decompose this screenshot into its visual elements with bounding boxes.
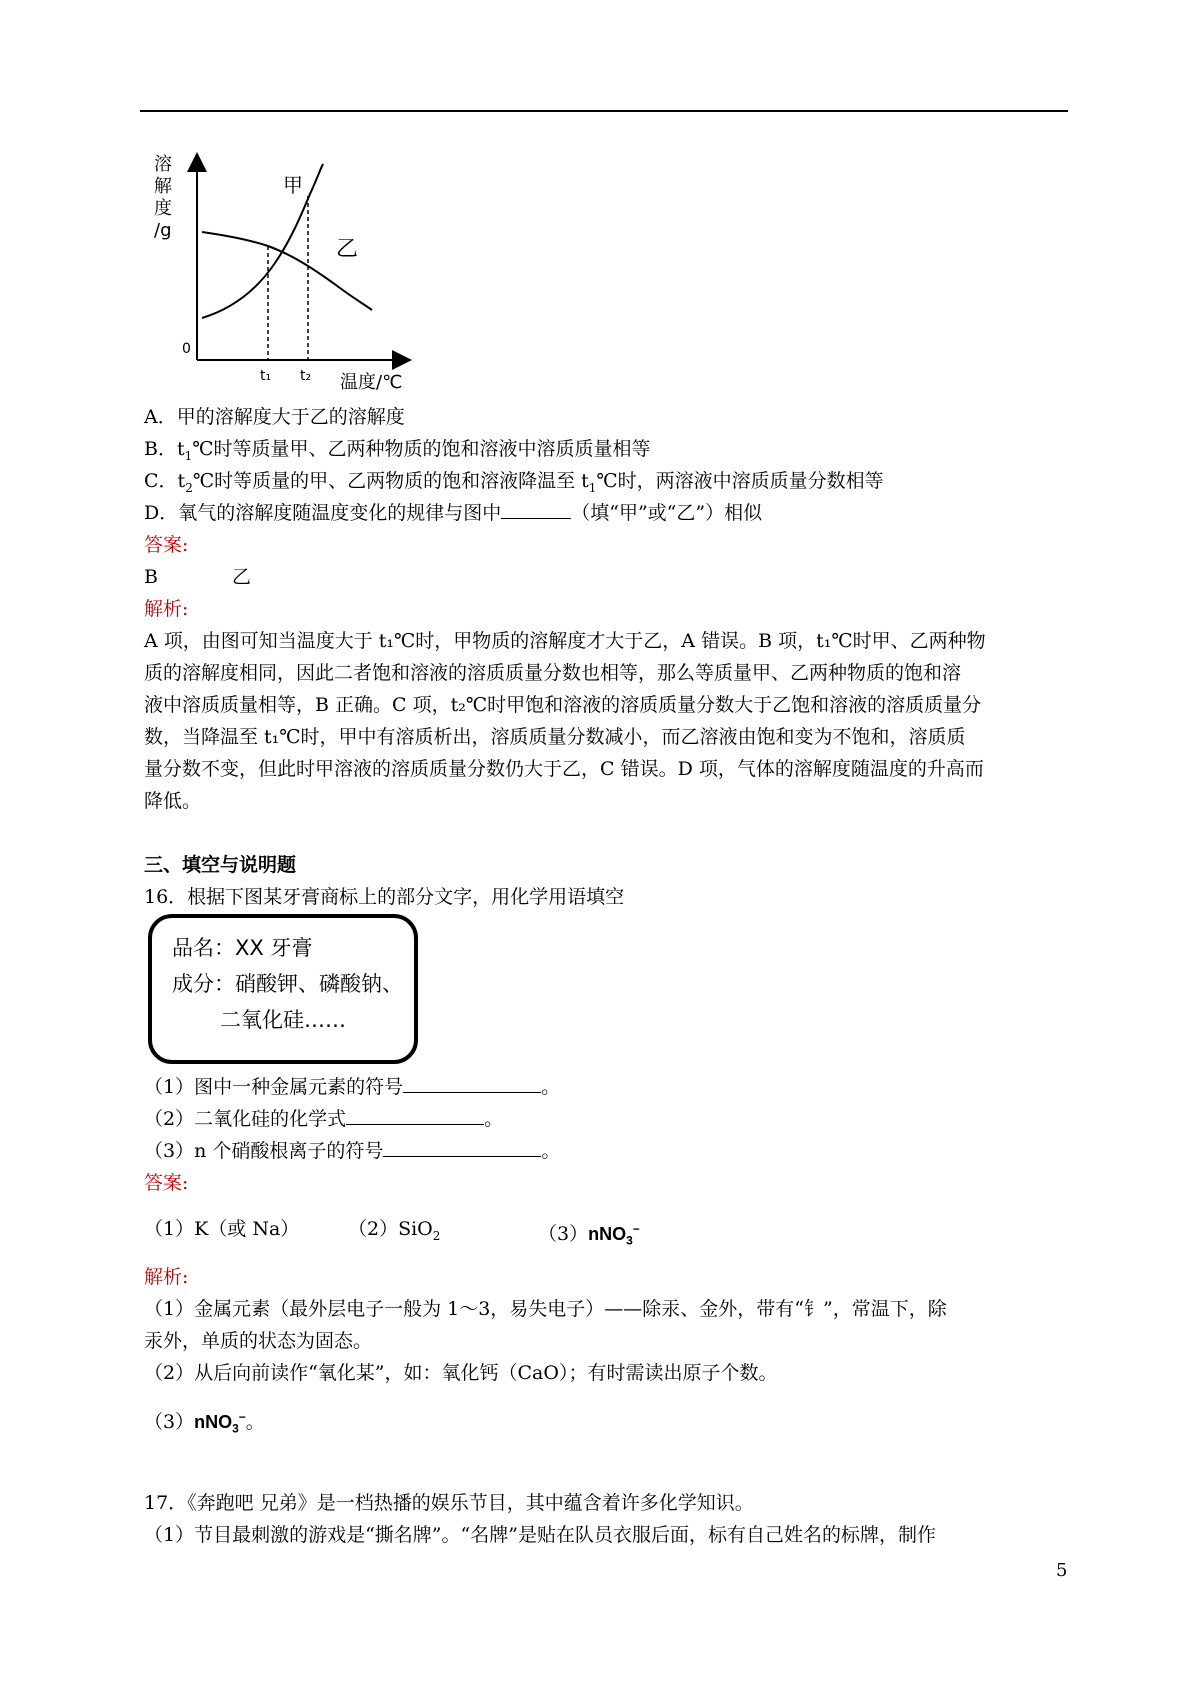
- analysis-15-line-3: 液中溶质质量相等，B 正确。C 项，t₂℃时甲饱和溶液的溶质质量分数大于乙饱和溶液的溶质质量分: [144, 694, 982, 716]
- answer-15-2: 乙: [232, 566, 252, 588]
- curve-jia-label: 甲: [283, 173, 303, 197]
- section-heading: 三、填空与说明题: [144, 854, 297, 876]
- y-label-4: /g: [154, 220, 172, 241]
- analysis-16-line-1: （1）金属元素（最外层电子一般为 1～3，易失电子）——除汞、金外，带有“钅”，常温下，除: [144, 1298, 947, 1320]
- nitrate-ion-formula-2: nNO$_3$−: [194, 1410, 246, 1436]
- analysis-label-16: 解析:: [144, 1266, 189, 1288]
- q17-sub-1: （1）节目最刺激的游戏是“撕名牌”。“名牌”是贴在队员衣服后面，标有自己姓名的标牌，制作: [144, 1524, 936, 1546]
- question-16-stem: 16．根据下图某牙膏商标上的部分文字，用化学用语填空: [144, 886, 625, 908]
- label-line-2: 成分：硝酸钾、磷酸钠、: [172, 972, 403, 996]
- y-label-3: 度: [154, 198, 172, 219]
- curve-yi-label: 乙: [336, 237, 359, 262]
- answer-16-2: （2）SiO$_2$: [348, 1218, 441, 1243]
- option-d: D．氧气的溶解度随温度变化的规律与图中 （填“甲”或“乙”）相似: [144, 502, 763, 524]
- q16-sub-2: （2）二氧化硅的化学式 。: [144, 1108, 504, 1130]
- analysis-15-line-6: 降低。: [144, 790, 202, 812]
- option-a: A．甲的溶解度大于乙的溶解度: [144, 406, 405, 428]
- answer-label-15: 答案:: [144, 534, 189, 556]
- t2-label: t₂: [300, 368, 312, 384]
- analysis-15-line-5: 量分数不变，但此时甲溶液的溶质质量分数仍大于乙，C 错误。D 项，气体的溶解度随温度的升高而: [144, 758, 984, 780]
- header-rule: [140, 110, 1068, 112]
- analysis-15-line-1: A 项，由图可知当温度大于 t₁℃时，甲物质的溶解度才大于乙，A 错误。B 项，t₁℃时甲、乙两种物: [144, 630, 986, 652]
- q16-sub-1: （1）图中一种金属元素的符号 。: [144, 1076, 561, 1098]
- analysis-15-line-4: 数，当降温至 t₁℃时，甲中有溶质析出，溶质质量分数减小，而乙溶液由饱和变为不饱和，溶质质: [144, 726, 966, 748]
- answer-16-3: （3）nNO$_3$−: [538, 1222, 640, 1248]
- analysis-16-line-4: （3）nNO$_3$−。: [144, 1410, 265, 1436]
- y-label-1: 溶: [154, 154, 172, 175]
- answer-16-1: （1）K（或 Na）: [144, 1218, 300, 1240]
- analysis-16-line-3: （2）从后向前读作“氧化某”，如：氧化钙（CaO）；有时需读出原子个数。: [144, 1362, 778, 1384]
- x-axis-label: 温度/℃: [340, 372, 403, 393]
- blank-2: [346, 1106, 484, 1125]
- option-b: B．$t_1℃$时等质量甲、乙两种物质的饱和溶液中溶质质量相等: [144, 438, 651, 463]
- fill-blank: [501, 500, 571, 519]
- analysis-15-line-2: 质的溶解度相同，因此二者饱和溶液的溶质质量分数也相等，那么等质量甲、乙两种物质的饱和溶: [144, 662, 962, 684]
- page-number: 5: [1056, 1560, 1068, 1581]
- solubility-graph: [140, 148, 440, 398]
- analysis-label-15: 解析:: [144, 598, 189, 620]
- toothpaste-label-box: [148, 914, 418, 1064]
- answer-label-16: 答案:: [144, 1172, 189, 1194]
- question-17-stem: 17．《奔跑吧 兄弟》是一档热播的娱乐节目，其中蕴含着许多化学知识。: [144, 1492, 754, 1514]
- answer-15-1: B: [144, 566, 158, 588]
- label-line-1: 品名：XX 牙膏: [172, 936, 313, 960]
- label-line-3: 二氧化硅……: [220, 1008, 346, 1032]
- blank-3: [383, 1138, 541, 1157]
- option-c: C．$t_2℃$时等质量的甲、乙两物质的饱和溶液降温至 $t_1℃$时，两溶液中溶质质量分数相等: [144, 470, 884, 495]
- nitrate-ion-formula: nNO$_3$−: [588, 1222, 640, 1248]
- analysis-16-line-2: 汞外，单质的状态为固态。: [144, 1330, 373, 1352]
- q16-sub-3: （3）n 个硝酸根离子的符号 。: [144, 1140, 561, 1162]
- y-label-2: 解: [154, 176, 172, 197]
- t1-label: t₁: [260, 368, 272, 384]
- origin-label: 0: [182, 341, 191, 357]
- curve-jia: [202, 164, 323, 318]
- blank-1: [403, 1074, 541, 1093]
